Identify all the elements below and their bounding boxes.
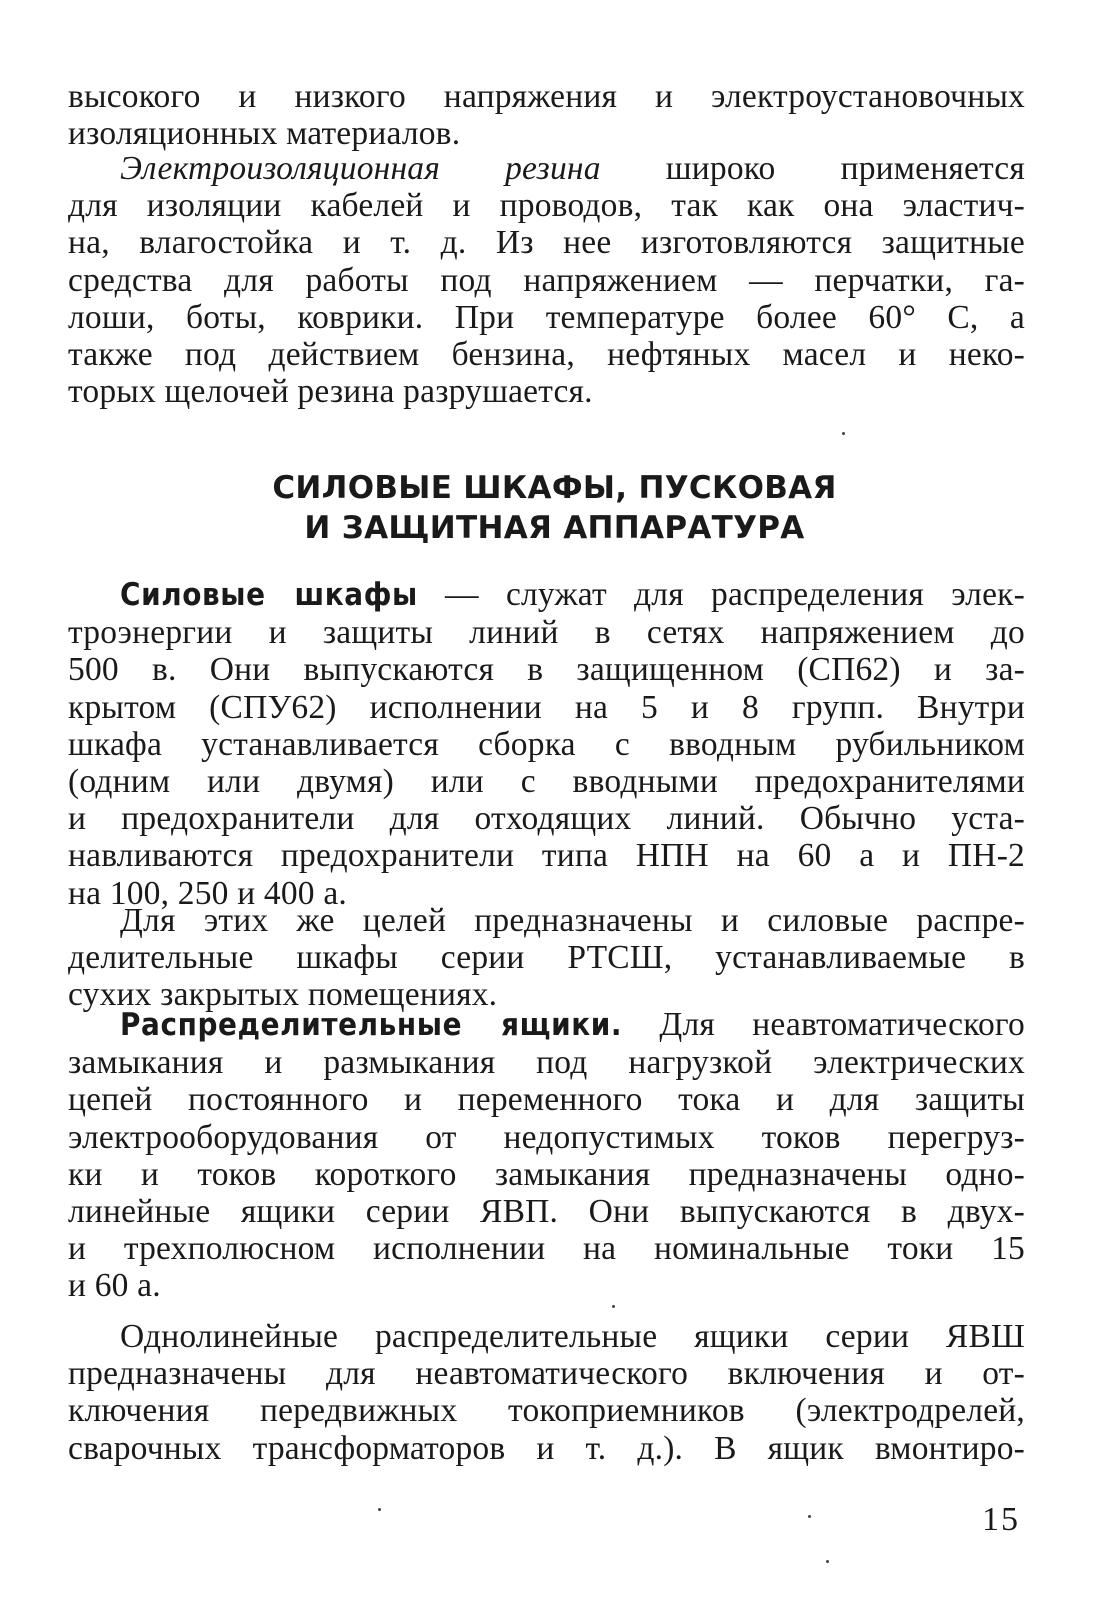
text-line: и предохранители для отходящих линий. Обычно уста- bbox=[68, 800, 1025, 838]
scan-speck bbox=[842, 432, 845, 435]
text-line: средства для работы под напряжением — перчатки, га- bbox=[68, 261, 1025, 299]
text-line: навливаются предохранители типа НПН на 60 а и ПН-2 bbox=[68, 837, 1025, 875]
text-line: Однолинейные распределительные ящики серии ЯВШ bbox=[120, 1318, 1025, 1355]
scan-speck bbox=[612, 1305, 615, 1308]
text-line: ки и токов короткого замыкания предназначены одно- bbox=[68, 1155, 1025, 1193]
section-heading-line: И ЗАЩИТНАЯ АППАРАТУРА bbox=[304, 510, 805, 546]
scan-speck bbox=[808, 1515, 811, 1518]
text-line: 500 в. Они выпускаются в защищенном (СП62) и за- bbox=[68, 651, 1025, 689]
text-line bbox=[68, 576, 1025, 614]
term-distribution-boxes: Распределительные ящики. bbox=[120, 1007, 623, 1043]
paragraph-insulating-rubber bbox=[68, 150, 1025, 410]
text-line: для изоляции кабелей и проводов, так как она эластич- bbox=[68, 187, 1025, 225]
text-line: изоляционных материалов. bbox=[68, 115, 461, 153]
text-line: линейные ящики серии ЯВП. Они выпускаются в двух- bbox=[68, 1193, 1025, 1231]
text-line bbox=[68, 1006, 1025, 1044]
page-number: 15 bbox=[982, 1501, 1020, 1538]
text-line: электрооборудования от недопустимых токов перегруз- bbox=[68, 1118, 1025, 1156]
text-line: делительные шкафы серии РТСШ, устанавливаемые в bbox=[68, 939, 1025, 977]
text-line: крытом (СПУ62) исполнении на 5 и 8 групп. Внутри bbox=[68, 688, 1025, 726]
paragraph-rtssh-cabinets bbox=[68, 902, 1025, 1014]
text-line: также под действием бензина, нефтяных масел и неко- bbox=[68, 336, 1025, 374]
text-line: на 100, 250 и 400 а. bbox=[68, 874, 347, 912]
text-line: торых щелочей резина разрушается. bbox=[68, 373, 593, 411]
paragraph-insulating-materials bbox=[68, 78, 1025, 152]
paragraph-yavsh-boxes bbox=[68, 1318, 1025, 1467]
text-line: и 60 а. bbox=[68, 1267, 161, 1305]
paragraph-power-cabinets bbox=[68, 576, 1025, 912]
text-line: сварочных трансформаторов и т. д.). В ящик вмонтиро- bbox=[68, 1429, 1025, 1467]
term-insulating-rubber: Электроизоляционная резина bbox=[120, 150, 601, 187]
term-power-cabinets: Силовые шкафы bbox=[120, 577, 418, 613]
text-line: и трехполюсном исполнении на номинальные токи 15 bbox=[68, 1230, 1025, 1268]
text-line: (одним или двумя) или с вводными предохранителями bbox=[68, 763, 1025, 801]
text-line bbox=[68, 150, 1025, 187]
text-fragment: — служат для распределения элек- bbox=[417, 576, 1026, 613]
text-line: ключения передвижных токоприемников (электродрелей, bbox=[68, 1392, 1025, 1430]
text-line: высокого и низкого напряжения и электроустановочных bbox=[68, 78, 1025, 115]
text-line: замыкания и размыкания под нагрузкой электрических bbox=[68, 1044, 1025, 1082]
text-fragment: Для неавтоматического bbox=[622, 1006, 1025, 1043]
text-line: Для этих же целей предназначены и силовые распре- bbox=[120, 902, 1025, 939]
text-line: сухих закрытых помещениях. bbox=[68, 976, 498, 1014]
text-line: троэнергии и защиты линий в сетях напряжением до bbox=[68, 614, 1025, 652]
text-line: шкафа устанавливается сборка с вводным рубильником bbox=[68, 725, 1025, 763]
section-heading-line: СИЛОВЫЕ ШКАФЫ, ПУСКОВАЯ bbox=[272, 470, 837, 506]
text-line: лоши, боты, коврики. При температуре более 60° С, а bbox=[68, 298, 1025, 336]
scan-speck bbox=[378, 1508, 381, 1511]
paragraph-distribution-boxes bbox=[68, 1006, 1025, 1305]
text-line: на, влагостойка и т. д. Из нее изготовляются защитные bbox=[68, 224, 1025, 262]
text-fragment: широко применяется bbox=[600, 150, 1025, 187]
section-heading bbox=[0, 468, 1109, 548]
scan-speck bbox=[826, 1560, 829, 1563]
text-line: цепей постоянного и переменного тока и для защиты bbox=[68, 1081, 1025, 1119]
text-line: предназначены для неавтоматического включения и от- bbox=[68, 1355, 1025, 1393]
